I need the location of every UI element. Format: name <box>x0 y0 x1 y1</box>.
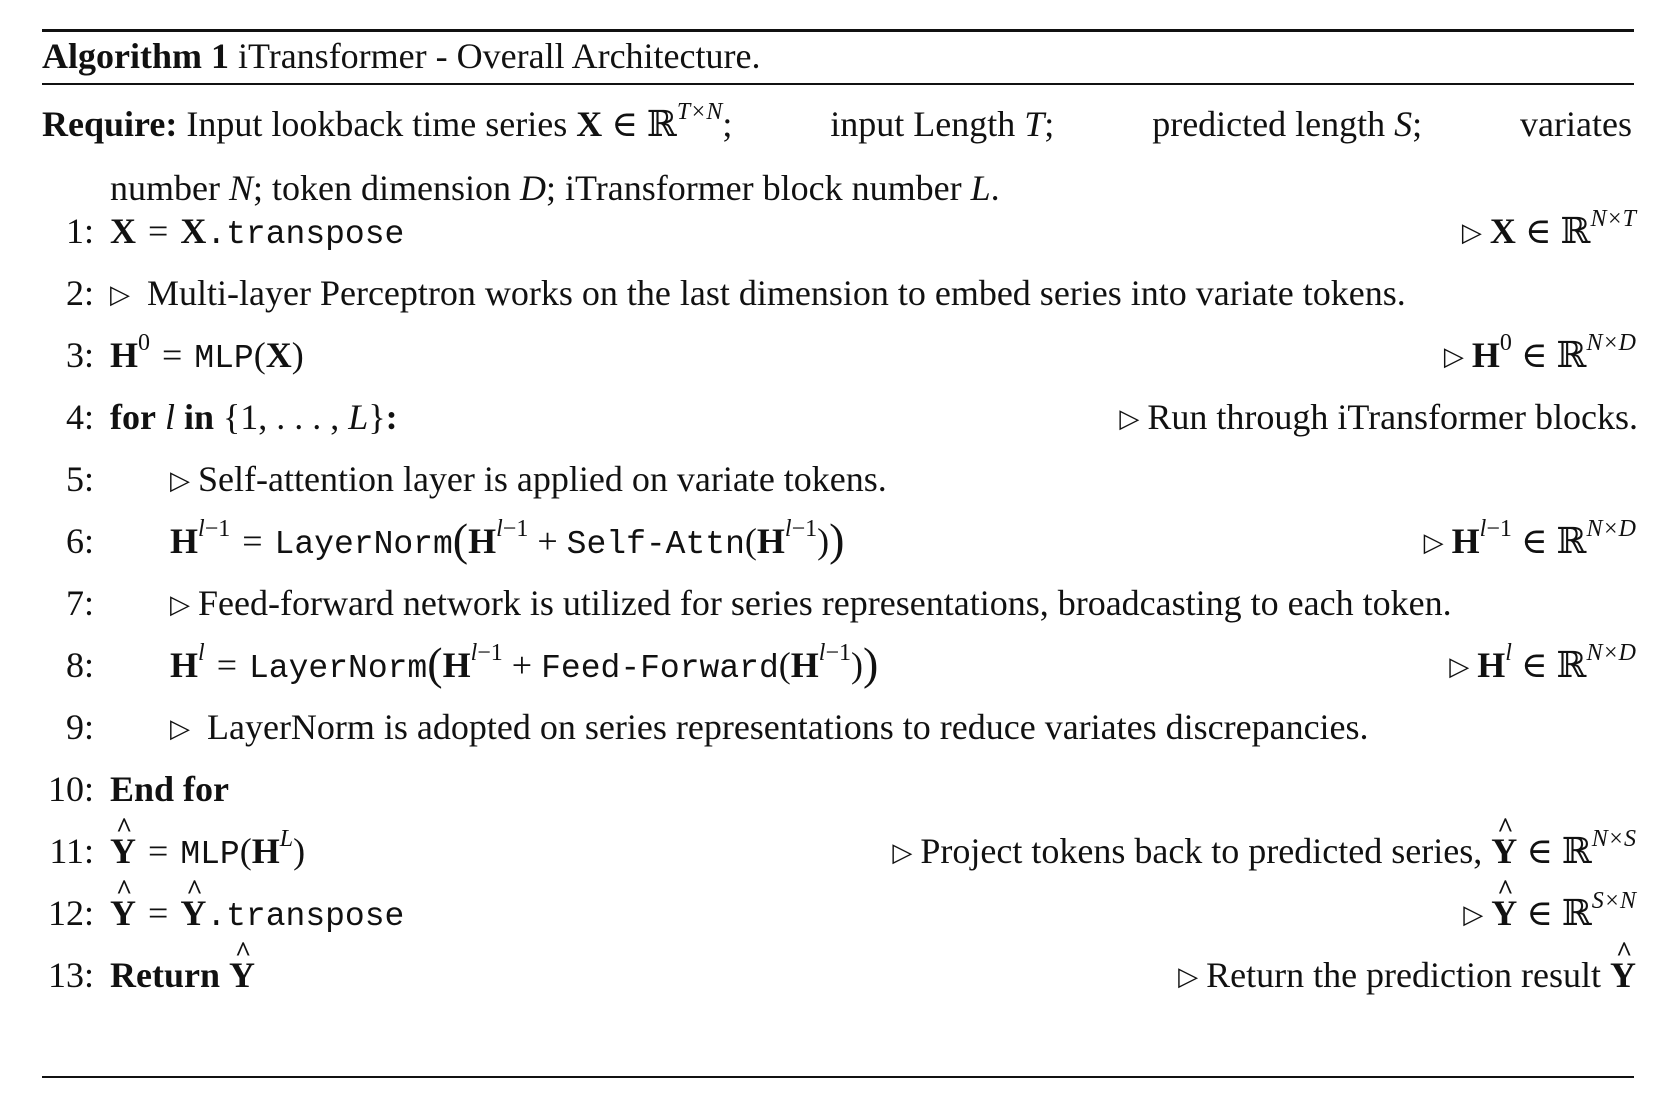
comment: ▷^ Y ∈ ℝ$^{S\times N}$ <box>1463 882 1636 948</box>
statement: ^ Y =^ Y.transpose <box>110 882 404 948</box>
comment-triangle-icon: ▷ <box>892 838 913 867</box>
algo-line-8: 8: $H^l$ = $LayerNorm(H^{l-1}$ + Feed-$Forward(H^{l-1})$) ▷ $H^l$ ∈ ℝ$^{N\times D}$ <box>42 634 1636 696</box>
comment: ▷ Return the prediction result ^ Y <box>1178 944 1636 1010</box>
algo-line-5: 5: ▷ Self-attention layer is applied on variate tokens. <box>42 448 1636 510</box>
statement: ^ $Y = MLP(H^L)$ <box>110 820 305 886</box>
end-for-keyword: End for <box>110 769 230 809</box>
statement: Return ^ Y <box>110 944 255 1006</box>
top-rule <box>42 29 1634 32</box>
comment-triangle-icon: ▷ <box>1178 962 1199 991</box>
algo-line-12: 12: ^ Y =^ Y.transpose ▷^ Y ∈ ℝ$^{S\times N}$ <box>42 882 1636 944</box>
algo-line-1: 1: X = X.transpose ▷ X ∈ ℝ$^{N\times T}$ <box>42 200 1636 262</box>
statement: $H^{l-1}$ = $LayerNorm(H^{l-1}$ + Self-$Attn(H^{l-1})$) <box>170 514 845 565</box>
algorithm-caption <box>42 34 760 78</box>
statement: for l in {1, . . . , L}: <box>110 397 398 437</box>
algo-line-6: 6: $H^{l-1}$ = $LayerNorm(H^{l-1}$ + Self-$Attn(H^{l-1})$) ▷ $H^{l-1}$ ∈ ℝ$^{N\times D}$ <box>42 510 1636 572</box>
algo-line-2: 2: ▷ Multi-layer Perceptron works on the last dimension to embed series into variate tokens. <box>42 262 1636 324</box>
require-keyword: Require: <box>42 104 178 144</box>
algo-line-13: 13: Return ^ Y ▷ Return the prediction result ^ Y <box>42 944 1636 1006</box>
require-line-1: Require: Input lookback time series X ∈ ℝ$^{T\times N}$; input Length T; predicted length S; variates <box>42 99 1632 144</box>
comment: ▷ $H^0$ ∈ ℝ$^{N\times D}$ <box>1444 324 1636 390</box>
comment-triangle-icon: ▷ <box>110 280 130 309</box>
comment-triangle-icon: ▷ <box>170 590 190 619</box>
comment-triangle-icon: ▷ <box>170 714 190 743</box>
algo-line-7: 7: ▷ Feed-forward network is utilized for series representations, broadcasting to each token. <box>42 572 1636 634</box>
caption-rule <box>42 83 1634 85</box>
require-line-2: number N; token dimension D; iTransformer block number L. <box>110 168 1000 208</box>
comment: ▷ Project tokens back to predicted series, ^ Y ∈ ℝ$^{N\times S}$ <box>892 820 1636 886</box>
comment-triangle-icon: ▷ <box>1423 528 1444 557</box>
statement: $H^0 = MLP(X)$ <box>110 330 304 377</box>
comment-triangle-icon: ▷ <box>1443 342 1464 371</box>
algo-line-10: 10: End for <box>42 758 1636 820</box>
comment: ▷ Multi-layer Perceptron works on the last dimension to embed series into variate tokens. <box>110 262 1406 328</box>
algorithm-label: Algorithm 1 <box>42 36 229 76</box>
comment: ▷ Feed-forward network is utilized for series representations, broadcasting to each token. <box>170 572 1452 638</box>
algo-line-4: 4: for l in {1, . . . , L}: ▷ Run through iTransformer blocks. <box>42 386 1636 448</box>
statement: X = X.transpose <box>110 211 405 253</box>
comment-triangle-icon: ▷ <box>1461 218 1482 247</box>
comment: ▷ Self-attention layer is applied on variate tokens. <box>170 448 887 514</box>
comment: ▷ LayerNorm is adopted on series representations to reduce variates discrepancies. <box>170 696 1369 762</box>
comment: ▷ Run through iTransformer blocks. <box>1119 386 1638 452</box>
comment: ▷ X ∈ ℝ$^{N\times T}$ <box>1462 200 1636 266</box>
comment-triangle-icon: ▷ <box>170 466 190 495</box>
comment: ▷ $H^l$ ∈ ℝ$^{N\times D}$ <box>1449 634 1636 700</box>
algo-line-9: 9: ▷ LayerNorm is adopted on series representations to reduce variates discrepancies. <box>42 696 1636 758</box>
comment: ▷ $H^{l-1}$ ∈ ℝ$^{N\times D}$ <box>1424 510 1636 576</box>
comment-triangle-icon: ▷ <box>1463 900 1484 929</box>
algo-line-11: 11: ^ $Y = MLP(H^L)$ ▷ Project tokens back to predicted series, ^ Y ∈ ℝ$^{N\times S}$ <box>42 820 1636 882</box>
return-keyword: Return <box>110 955 220 995</box>
comment-triangle-icon: ▷ <box>1119 404 1140 433</box>
comment-triangle-icon: ▷ <box>1449 652 1470 681</box>
algo-line-3: 3: $H^0 = MLP(X)$ ▷ $H^0$ ∈ ℝ$^{N\times D}$ <box>42 324 1636 386</box>
statement: $H^l$ = $LayerNorm(H^{l-1}$ + Feed-$Forward(H^{l-1})$) <box>170 638 879 689</box>
algorithm-title: iTransformer - Overall Architecture. <box>237 36 761 76</box>
bottom-rule <box>42 1076 1634 1078</box>
